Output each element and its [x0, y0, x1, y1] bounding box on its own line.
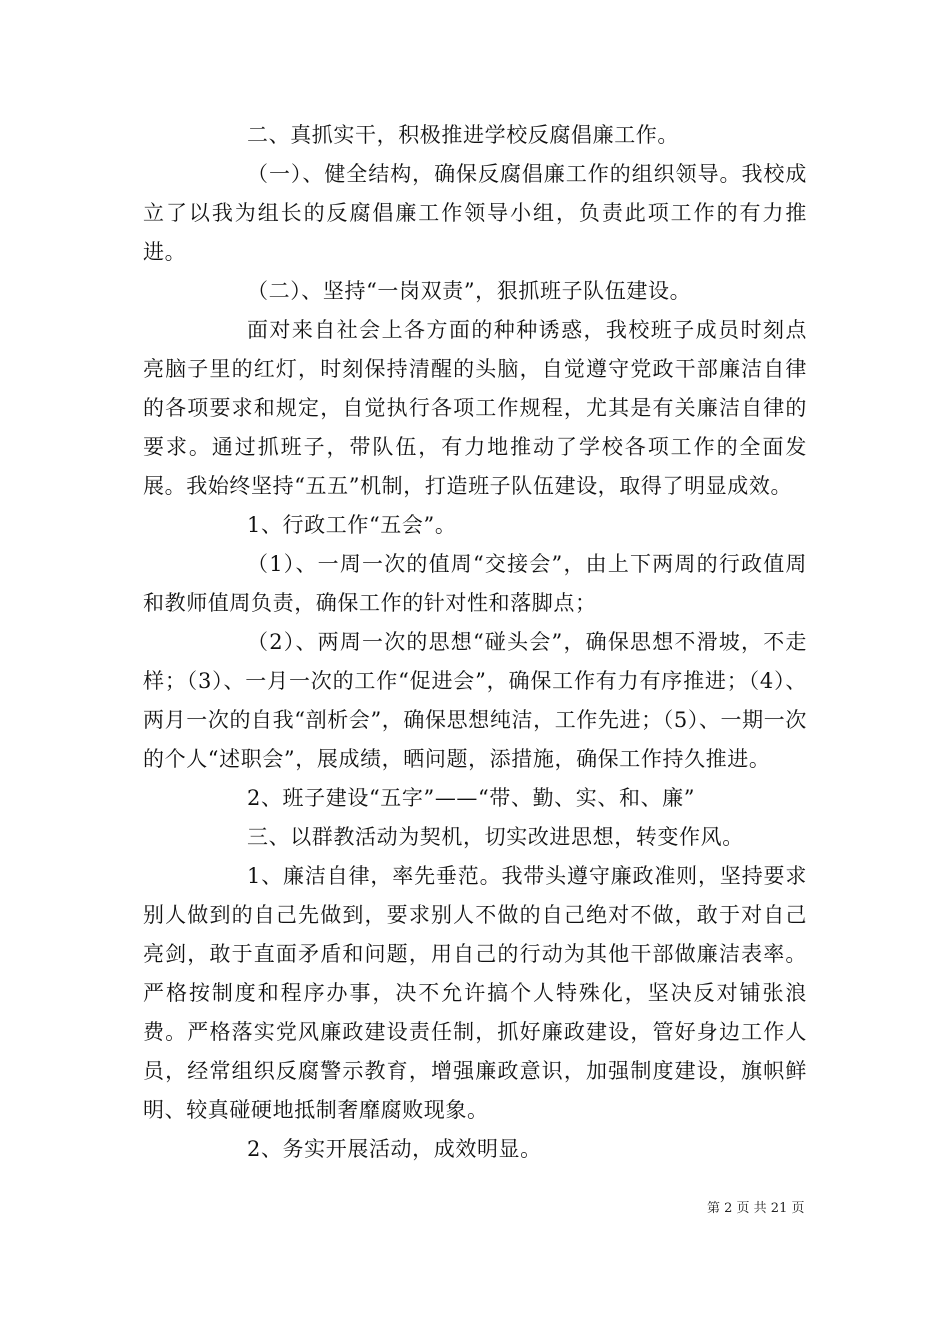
- paragraph-other-meetings: （2）、两周一次的思想“碰头会”，确保思想不滑坡，不走样；（3）、一月一次的工作“促进会”，确保工作有力有序推进；（4）、两月一次的自我“剖析会”，确保思想纯洁，工作先进；（5）、一期一次的个人“述职会”，展成绩，晒问题，添措施，确保工作持久推进。: [143, 630, 807, 771]
- paragraph-organization: （一）、健全结构，确保反腐倡廉工作的组织领导。我校成立了以我为组长的反腐倡廉工作领导小组，负责此项工作的有力推进。: [143, 162, 807, 264]
- paragraph-activities: 2、务实开展活动，成效明显。: [247, 1137, 542, 1161]
- paragraph-five-meetings-title: 1、行政工作“五会”。: [247, 513, 457, 537]
- document-body: [143, 116, 807, 1169]
- paragraph-dual-duty: （二）、坚持“一岗双责”，狠抓班子队伍建设。: [247, 279, 692, 303]
- paragraph-weekly-meeting: （1）、一周一次的值周“交接会”，由上下两周的行政值周和教师值周负责，确保工作的针对性和落脚点；: [143, 552, 807, 615]
- section-heading-2: 二、真抓实干，积极推进学校反腐倡廉工作。: [247, 123, 679, 147]
- paragraph-self-discipline: 1、廉洁自律，率先垂范。我带头遵守廉政准则，坚持要求别人做到的自己先做到，要求别人不做的自己绝对不做，敢于对自己亮剑，敢于直面矛盾和问题，用自己的行动为其他干部做廉洁表率。严格按制度和程序办事，决不允许搞个人特殊化，坚决反对铺张浪费。严格落实党风廉政建设责任制，抓好廉政建设，管好身边工作人员，经常组织反腐警示教育，增强廉政意识，加强制度建设，旗帜鲜明、较真碰硬地抵制奢靡腐败现象。: [143, 864, 807, 1122]
- paragraph-temptation: 面对来自社会上各方面的种种诱惑，我校班子成员时刻点亮脑子里的红灯，时刻保持清醒的头脑，自觉遵守党政干部廉洁自律的各项要求和规定，自觉执行各项工作规程，尤其是有关廉洁自律的要求。通过抓班子，带队伍，有力地推动了学校各项工作的全面发展。我始终坚持“五五”机制，打造班子队伍建设，取得了明显成效。: [143, 318, 807, 498]
- page-number-footer: 第 2 页 共 21 页: [707, 1201, 805, 1216]
- paragraph-five-words: 2、班子建设“五字”——“带、勤、实、和、廉”: [247, 786, 696, 810]
- section-heading-3: 三、以群教活动为契机，切实改进思想，转变作风。: [247, 825, 744, 849]
